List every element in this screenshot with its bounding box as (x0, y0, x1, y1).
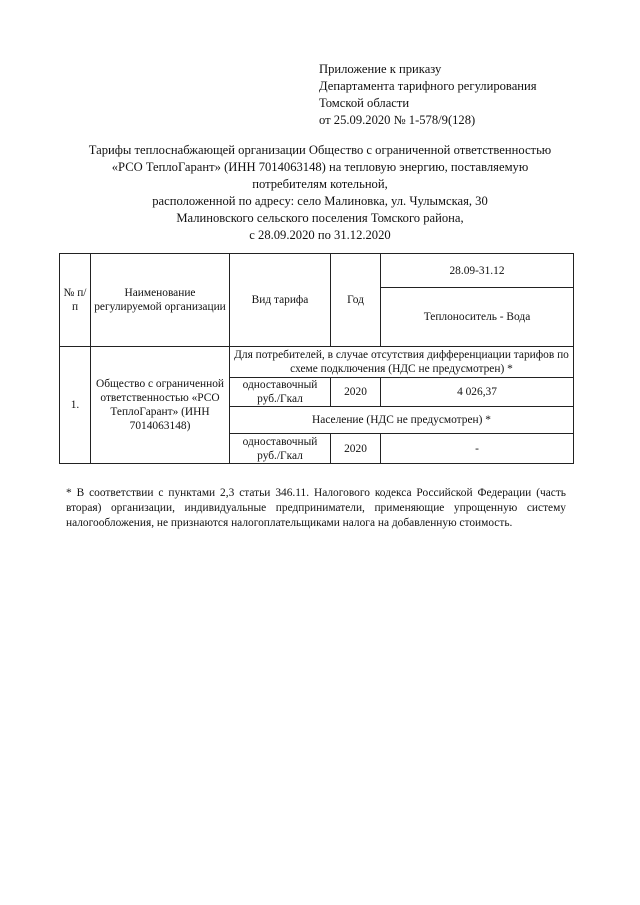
row-num: 1. (60, 347, 91, 464)
title-line: Тарифы теплоснабжающей организации Общество с ограниченной ответственностью (88, 143, 552, 157)
group-consumers: Для потребителей, в случае отсутствия дифференциации тарифов по схеме подключения (НДС не предусмотрен) * (230, 347, 574, 378)
header-num: № п/п (60, 254, 91, 347)
header-org: Наименование регулируемой организации (91, 254, 230, 347)
table-row (60, 347, 574, 378)
footnote: * В соответствии с пунктами 2,3 статьи 346.11. Налогового кодекса Российской Федерации (часть вторая) организации, индивидуальные предприниматели, применяющие упрощенную систему налогообложения, не признаются налогоплательщиками налога на добавленную стоимость. (66, 487, 566, 529)
title-period: с 28.09.2020 по 31.12.2020 (249, 228, 391, 242)
title-line: расположенной по адресу: село Малиновка, ул. Чулымская, 30 (152, 194, 488, 208)
title-line: «РСО ТеплоГарант» (ИНН 7014063148) на тепловую энергию, поставляемую (111, 160, 529, 174)
appendix-line: Томской области (319, 96, 410, 110)
table-header-row (60, 254, 574, 288)
appendix-header (319, 61, 537, 129)
tariff-value-cell: - (381, 434, 574, 464)
tariff-year-cell: 2020 (331, 378, 381, 407)
title-line: потребителям котельной, (252, 177, 388, 191)
row-org: Общество с ограниченной ответственностью «РСО ТеплоГарант» (ИНН 7014063148) (91, 347, 230, 464)
tariff-type-cell: одноставочный руб./Гкал (230, 378, 331, 407)
appendix-order-date: от 25.09.2020 № 1-578/9(128) (319, 113, 476, 127)
header-year: Год (331, 254, 381, 347)
document-title (40, 142, 600, 244)
tariff-table (59, 253, 574, 464)
header-period: 28.09-31.12 (381, 254, 574, 288)
header-tariff-type: Вид тарифа (230, 254, 331, 347)
appendix-line: Приложение к приказу (319, 62, 442, 76)
group-population: Население (НДС не предусмотрен) * (230, 407, 574, 434)
tariff-value-cell: 4 026,37 (381, 378, 574, 407)
header-carrier: Теплоноситель - Вода (381, 288, 574, 347)
tariff-year-cell: 2020 (331, 434, 381, 464)
tariff-type-cell: одноставочный руб./Гкал (230, 434, 331, 464)
title-line: Малиновского сельского поселения Томского района, (176, 211, 464, 225)
appendix-line: Департамента тарифного регулирования (319, 79, 537, 93)
